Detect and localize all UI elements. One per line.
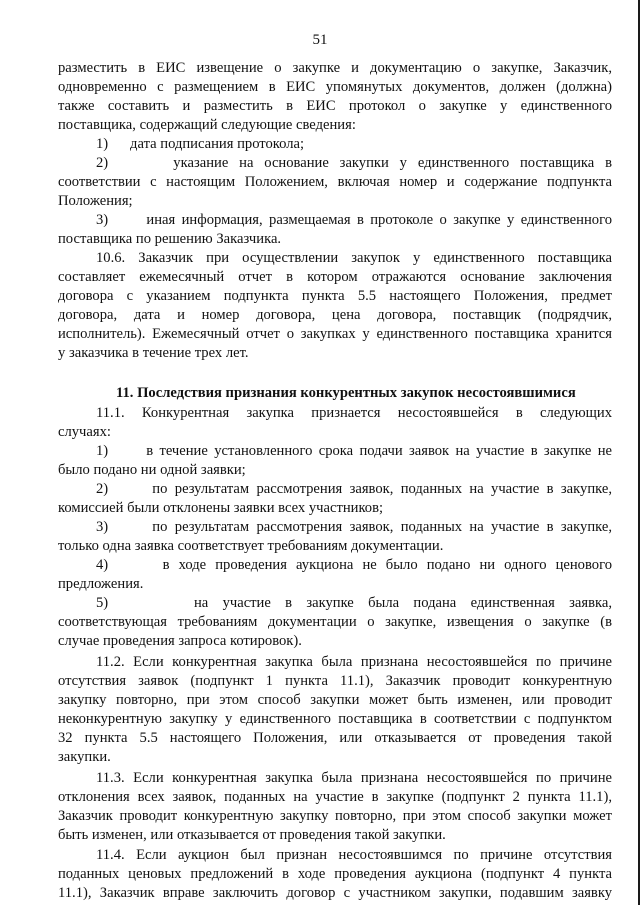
text-line: отклонения всех заявок, поданных на участие в закупке (подпункт 2 пункта 11.1), — [58, 789, 612, 805]
text-line: 11.4. Если аукцион был признан несостоявшимся по причине отсутствия — [96, 847, 612, 863]
text-line: соответствии с настоящим Положением, включая номер и содержание подпункта — [58, 174, 612, 190]
text-line: разместить в ЕИС извещение о закупке и документацию о закупке, Заказчик, — [58, 60, 612, 76]
text-line: у заказчика в течение трех лет. — [58, 345, 249, 361]
text-line: случае проведения запроса котировок). — [58, 633, 302, 649]
text-line: предложения. — [58, 576, 144, 592]
text-line: 1) в течение установленного срока подачи заявок на участие в закупке не — [96, 443, 612, 459]
text-line: Положения; — [58, 193, 133, 209]
text-line: 2) указание на основание закупки у единственного поставщика в — [96, 155, 612, 171]
text-line: 11.3. Если конкурентная закупка была признана несостоявшейся по причине — [96, 770, 612, 786]
text-line: 11.2. Если конкурентная закупка была признана несостоявшейся по причине — [96, 654, 612, 670]
text-line: Заказчик проводит конкурентную закупку повторно, при этом способ закупки может — [58, 808, 612, 824]
text-line: случаях: — [58, 424, 111, 440]
section-heading: 11. Последствия признания конкурентных закупок несостоявшимися — [116, 385, 576, 401]
text-line: 3) иная информация, размещаемая в протоколе о закупке у единственного — [96, 212, 612, 228]
text-line: 11.1. Конкурентная закупка признается несостоявшейся в следующих — [96, 405, 612, 421]
text-line: 32 пункта 5.5 настоящего Положения, или отказывается от проведения такой — [58, 730, 612, 746]
text-line: отсутствия заявок (подпункт 1 пункта 11.1), Заказчик проводит конкурентную — [58, 673, 612, 689]
text-line: неконкурентную закупку у единственного поставщика в соответствии с подпунктом — [58, 711, 612, 727]
text-line: 1) дата подписания протокола; — [96, 136, 305, 152]
text-line: 2) по результатам рассмотрения заявок, поданных на участие в закупке, — [96, 481, 612, 497]
text-line: также составить и разместить в ЕИС протокол о закупке у единственного — [58, 98, 612, 114]
text-line: закупку повторно, при этом способ закупки может быть изменен, или проводит — [58, 692, 612, 708]
text-line: соответствующая требованиям документации о закупке, извещения о закупке (в — [58, 614, 612, 630]
text-line: только одна заявка соответствует требованиям документации. — [58, 538, 444, 554]
text-line: закупки. — [58, 749, 111, 765]
text-line: составляет ежемесячный отчет в котором отражаются основание заключения — [58, 269, 612, 285]
text-line: исполнитель). Ежемесячный отчет о закупках у единственного поставщика хранится — [58, 326, 612, 342]
text-line: 5) на участие в закупке была подана единственная заявка, — [96, 595, 612, 611]
text-line: 4) в ходе проведения аукциона не было подано ни одного ценового — [96, 557, 612, 573]
text-line: одновременно с размещением в ЕИС упомянутых документов, должен (должна) — [58, 79, 612, 95]
text-line: поставщика по решению Заказчика. — [58, 231, 282, 247]
text-line: комиссией были отклонены заявки всех участников; — [58, 500, 384, 516]
text-line: договора, дата и номер договора, цена договора, поставщик (подрядчик, — [58, 307, 612, 323]
text-line: быть изменен, или отказывается от проведения такой закупки. — [58, 827, 446, 843]
text-line: поданных ценовых предложений в ходе проведения аукциона (подпункт 4 пункта — [58, 866, 612, 882]
text-line: 11.1), Заказчик вправе заключить договор с участником закупки, подавшим заявку — [58, 885, 612, 901]
page-number: 51 — [312, 32, 328, 48]
text-line: 10.6. Заказчик при осуществлении закупок у единственного поставщика — [96, 250, 612, 266]
text-line: поставщика, содержащий следующие сведения: — [58, 117, 356, 133]
text-line: договора с указанием подпункта пункта 5.5 настоящего Положения, предмет — [58, 288, 612, 304]
text-line: 3) по результатам рассмотрения заявок, поданных на участие в закупке, — [96, 519, 612, 535]
text-line: было подано ни одной заявки; — [58, 462, 246, 478]
